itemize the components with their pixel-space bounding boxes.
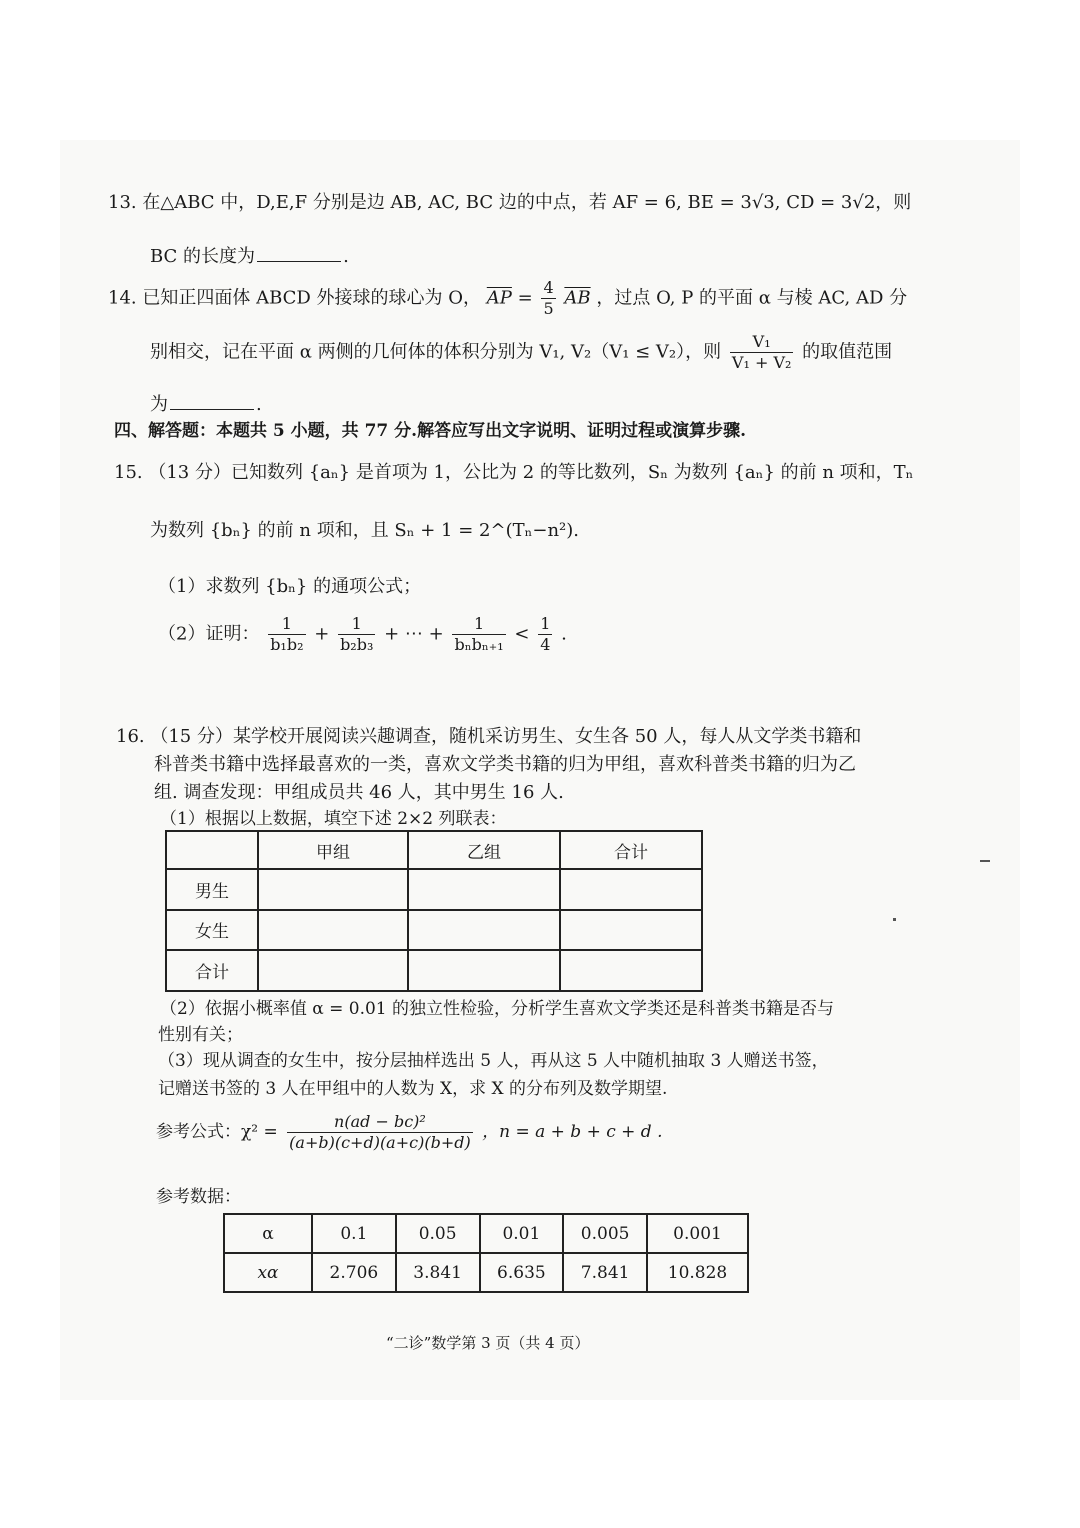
table-cell: 6.635 — [480, 1253, 564, 1292]
q16-formula — [156, 1112, 663, 1153]
q16-line2: 科普类书籍中选择最喜欢的一类，喜欢文学类书籍的归为甲组，喜欢科普类书籍的归为乙 — [154, 754, 856, 775]
q14-line2-prefix: 别相交，记在平面 α 两侧的几何体的体积分别为 V₁, V₂（V₁ ≤ V₂），则 — [150, 341, 722, 363]
q15-part1: （1）求数列 {bₙ} 的通项公式； — [158, 576, 422, 597]
table-row-critical-value — [224, 1253, 748, 1292]
q14-answer-blank — [170, 393, 254, 410]
q15-less-than: < — [514, 623, 530, 645]
q15-term1 — [268, 614, 305, 655]
table-header-cell: 乙组 — [408, 831, 560, 869]
q15-plus: + — [314, 623, 330, 645]
q15-bound-num: 1 — [540, 614, 551, 633]
formula-suffix: ，n = a + b + c + d . — [482, 1122, 663, 1142]
q15-line1: 15. （13 分）已知数列 {aₙ} 是首项为 1，公比为 2 的等比数列，Sₙ 为数列 {aₙ} 的前 n 项和，Tₙ — [114, 462, 914, 483]
table-row — [166, 869, 702, 910]
q15-part2 — [158, 614, 567, 655]
q14-frac-den: 5 — [543, 299, 554, 318]
q14-vector-ap: $\overline{AP}$ — [486, 287, 512, 309]
table-row-label: 男生 — [166, 869, 258, 910]
q14-line1-prefix: 14. 已知正四面体 ABCD 外接球的球心为 O， — [108, 287, 482, 309]
q16-part2-line1: （2）依据小概率值 α = 0.01 的独立性检验，分析学生喜欢文学类还是科普类书籍是否与 — [160, 999, 835, 1019]
q15-term1-den: b₁b₂ — [270, 635, 304, 654]
q15-bound-den: 4 — [540, 635, 551, 654]
table-cell: 0.01 — [480, 1214, 564, 1253]
table-header-cell: 甲组 — [258, 831, 408, 869]
table-cell — [258, 950, 408, 991]
table-row-label: 合计 — [166, 950, 258, 991]
q14-frac-num: 4 — [543, 278, 554, 297]
table-cell — [258, 910, 408, 951]
table-cell: 3.841 — [396, 1253, 480, 1292]
table-cell — [258, 869, 408, 910]
q15-term3-den: bₙbₙ₊₁ — [454, 635, 504, 654]
table-cell: 0.005 — [563, 1214, 647, 1253]
q15-term2-num: 1 — [338, 614, 375, 635]
q14-line1-suffix: ，过点 O, P 的平面 α 与棱 AC, AD 分 — [596, 287, 908, 309]
q14-vector-ab: $\overline{AB}$ — [564, 287, 591, 309]
q16-line1: 16. （15 分）某学校开展阅读兴趣调查，随机采访男生、女生各 50 人，每人从文学类书籍和 — [116, 726, 862, 747]
q15-line2: 为数列 {bₙ} 的前 n 项和，且 Sₙ + 1 = 2^(Tₙ−n²). — [150, 520, 580, 541]
q13-line2-suffix: . — [343, 246, 349, 267]
scan-speck — [893, 918, 896, 921]
table-cell — [408, 869, 560, 910]
q14-line2 — [150, 332, 892, 373]
scan-speck — [980, 860, 990, 862]
q15-term3 — [452, 614, 505, 655]
page-footer: “二诊”数学第 3 页（共 4 页） — [386, 1334, 590, 1352]
q14-line1 — [108, 278, 907, 319]
table-cell — [560, 950, 702, 991]
table-cell: α — [224, 1214, 312, 1253]
table-cell: 10.828 — [647, 1253, 748, 1292]
formula-label: 参考公式：χ² = — [156, 1122, 278, 1142]
q13-line2-prefix: BC 的长度为 — [150, 246, 256, 267]
reference-data-label: 参考数据： — [156, 1187, 241, 1207]
q13-line2 — [150, 242, 349, 268]
section4-heading: 四、解答题：本题共 5 小题，共 77 分.解答应写出文字说明、证明过程或演算步骤. — [114, 421, 746, 441]
q16-part3-line2: 记赠送书签的 3 人在甲组中的人数为 X，求 X 的分布列及数学期望. — [158, 1079, 668, 1099]
q15-bound — [538, 614, 552, 655]
q14-ratio — [730, 332, 794, 373]
q15-term2 — [338, 614, 375, 655]
table-cell: 0.1 — [312, 1214, 396, 1253]
q16-line3: 组. 调查发现：甲组成员共 46 人，其中男生 16 人. — [154, 782, 564, 803]
q15-part2-prefix: （2）证明： — [158, 623, 260, 645]
table-cell: 2.706 — [312, 1253, 396, 1292]
table-cell — [560, 910, 702, 951]
table-cell — [560, 869, 702, 910]
q15-term2-den: b₂b₃ — [340, 635, 374, 654]
table-header-row — [166, 831, 702, 869]
table-header-cell — [166, 831, 258, 869]
table-cell: 0.001 — [647, 1214, 748, 1253]
q16-part1: （1）根据以上数据，填空下述 2×2 列联表： — [160, 809, 507, 829]
q14-equals: = — [517, 287, 533, 309]
table-cell — [408, 910, 560, 951]
table-cell — [408, 950, 560, 991]
table-row — [166, 910, 702, 951]
q14-line3-suffix: . — [256, 394, 262, 415]
table-row-label: 女生 — [166, 910, 258, 951]
contingency-table — [165, 830, 703, 992]
q14-line3 — [150, 390, 262, 416]
table-header-cell: 合计 — [560, 831, 702, 869]
formula-numerator: n(ad − bc)² — [287, 1112, 473, 1133]
q15-term3-num: 1 — [452, 614, 505, 635]
critical-values-table — [223, 1213, 749, 1293]
q16-part3-line1: （3）现从调查的女生中，按分层抽样选出 5 人，再从这 5 人中随机抽取 3 人赠送书签， — [158, 1051, 829, 1071]
q14-line3-prefix: 为 — [150, 394, 168, 415]
q16-part2-line2: 性别有关； — [158, 1025, 243, 1045]
formula-denominator: (a+b)(c+d)(a+c)(b+d) — [289, 1133, 471, 1152]
q15-term1-num: 1 — [268, 614, 305, 635]
q14-ratio-den: V₁ + V₂ — [731, 353, 792, 372]
q14-fraction — [541, 278, 555, 319]
formula-fraction — [287, 1112, 473, 1153]
table-row-alpha — [224, 1214, 748, 1253]
q14-ratio-num: V₁ — [730, 332, 794, 353]
table-cell: 7.841 — [563, 1253, 647, 1292]
q13-answer-blank — [257, 245, 341, 262]
q15-part2-suffix: . — [561, 623, 567, 645]
table-row — [166, 950, 702, 991]
q13-line1: 13. 在△ABC 中，D,E,F 分别是边 AB, AC, BC 边的中点，若 AF = 6, BE = 3√3, CD = 3√2，则 — [108, 192, 912, 213]
table-cell: 0.05 — [396, 1214, 480, 1253]
q14-line2-suffix: 的取值范围 — [802, 341, 893, 363]
table-cell: xα — [224, 1253, 312, 1292]
q15-dots: + ⋯ + — [384, 623, 444, 645]
